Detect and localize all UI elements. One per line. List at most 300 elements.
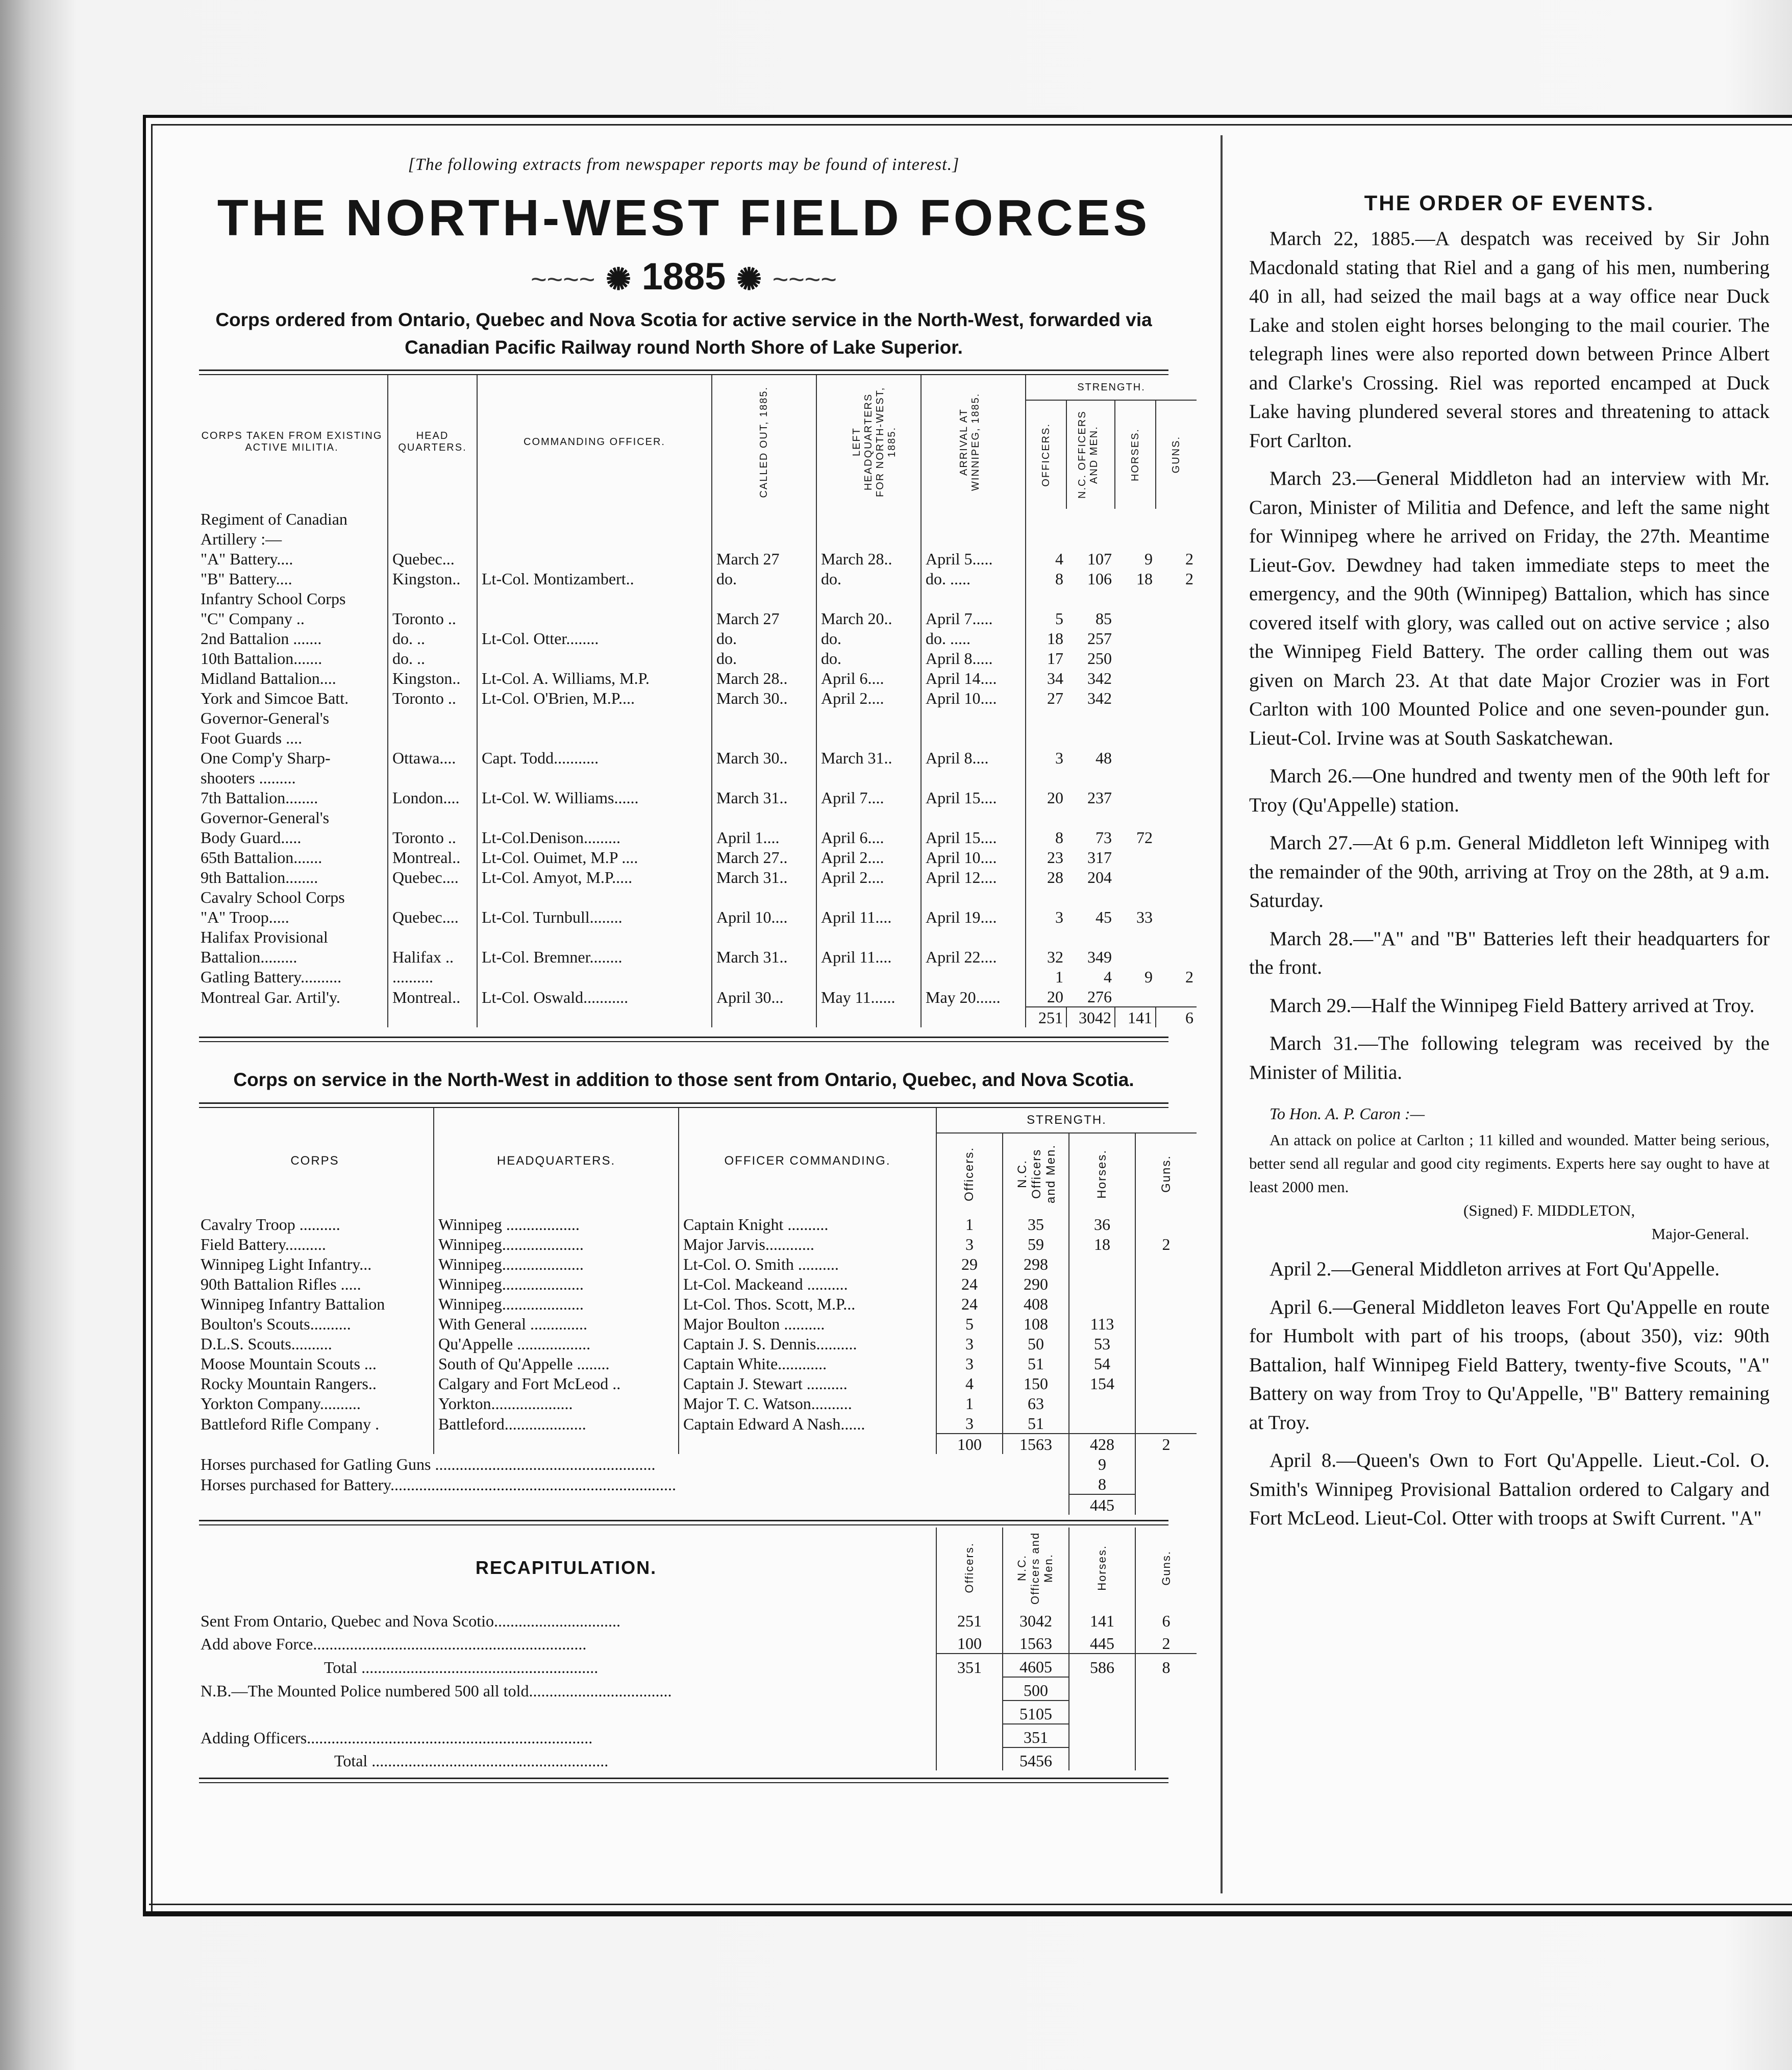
called-cell: March 30.. xyxy=(712,688,816,708)
hq-cell: Yorkton.................... xyxy=(434,1393,679,1413)
corps-cell: Battalion......... xyxy=(196,947,388,967)
nco-cell: 85 xyxy=(1096,609,1112,628)
col2-horses-header: Horses. xyxy=(1069,1133,1135,1214)
nco-cell: 204 xyxy=(1087,868,1112,886)
total-officers: 251 xyxy=(1026,1007,1066,1027)
horses-cell xyxy=(1069,1294,1135,1314)
hq-cell: Montreal.. xyxy=(388,847,477,867)
officers-cell xyxy=(1026,807,1066,827)
nco-cell: 51 xyxy=(1003,1413,1069,1434)
horses-cell xyxy=(1069,1254,1135,1274)
event-paragraph: April 2.—General Middleton arrives at Fort Qu'Appelle. xyxy=(1270,1258,1720,1280)
left-cell: May 11...... xyxy=(816,987,921,1007)
col-horses-header: HORSES. xyxy=(1115,400,1156,509)
officer-cell xyxy=(477,608,712,628)
recap-off: 351 xyxy=(936,1654,1003,1677)
arrival-cell: April 10.... xyxy=(921,688,1026,708)
event-paragraph: April 6.—General Middleton leaves Fort Qu'Appelle en route for Humbolt with part of his troops, (about 350), viz: 90th Battalion, half Winnipeg Field Battery, twenty-five Scouts, "A" Battery on way from Troy to Qu'Appelle, "B" Battery remaining at Troy. xyxy=(1249,1296,1770,1434)
corps-cell: Body Guard..... xyxy=(196,827,388,847)
left-cell: April 6.... xyxy=(816,668,921,688)
corps-cell: One Comp'y Sharp- xyxy=(196,748,388,768)
hq-cell: Winnipeg.................... xyxy=(434,1274,679,1294)
arrival-cell xyxy=(921,509,1026,529)
arrival-cell xyxy=(921,807,1026,827)
corps-cell: D.L.S. Scouts.......... xyxy=(196,1334,434,1353)
off-cell: 3 xyxy=(936,1413,1003,1434)
column-divider xyxy=(1221,135,1223,1893)
event-paragraph: March 28.—"A" and "B" Batteries left their headquarters for the front. xyxy=(1249,927,1770,978)
nco-cell: 408 xyxy=(1003,1294,1069,1314)
officer-cell xyxy=(477,648,712,668)
officers-cell: 4 xyxy=(1055,550,1063,568)
arrival-cell: do. ..... xyxy=(921,569,1026,588)
corps-cell: shooters ......... xyxy=(196,768,388,787)
officer-cell: Lt-Col. Thos. Scott, M.P... xyxy=(679,1294,936,1314)
nco-cell: 35 xyxy=(1003,1214,1069,1234)
off-cell: 3 xyxy=(936,1334,1003,1353)
table-row xyxy=(196,987,1197,1007)
officer-cell: Major Jarvis............ xyxy=(679,1234,936,1254)
corps-cell: 9th Battalion........ xyxy=(196,867,388,887)
table-row xyxy=(196,927,1197,947)
left-cell xyxy=(816,509,921,529)
nco-cell xyxy=(1066,887,1115,907)
left-cell: April 2.... xyxy=(816,867,921,887)
table-row xyxy=(196,688,1197,708)
horses-cell xyxy=(1069,1393,1135,1413)
arrival-cell xyxy=(921,728,1026,748)
blank-cell xyxy=(921,1007,1026,1027)
nco-cell: 106 xyxy=(1087,570,1112,588)
table-row xyxy=(196,827,1197,847)
table-row xyxy=(196,807,1197,827)
corps-cell: 90th Battalion Rifles ..... xyxy=(196,1274,434,1294)
hq-cell: do. .. xyxy=(388,628,477,648)
extra-horses: 9 xyxy=(1069,1454,1135,1474)
officers-cell xyxy=(1026,708,1066,728)
table-row xyxy=(196,1353,1197,1373)
called-cell: March 31.. xyxy=(712,787,816,807)
recap-off xyxy=(936,1677,1003,1701)
blank-cell xyxy=(434,1434,679,1454)
horses-cell: 18 xyxy=(1069,1234,1135,1254)
col-guns-header: GUNS. xyxy=(1171,436,1182,474)
officers-cell xyxy=(1026,768,1066,787)
left-cell: do. xyxy=(816,569,921,588)
hq-cell: Winnipeg.................... xyxy=(434,1234,679,1254)
table-row xyxy=(196,867,1197,887)
col2-officer-header: OFFICER COMMANDING. xyxy=(679,1108,936,1214)
guns-cell xyxy=(1156,907,1197,927)
recap-off xyxy=(936,1701,1003,1724)
left-flourish-icon: ~~~~ xyxy=(531,264,595,295)
horses-cell xyxy=(1115,728,1156,748)
horses-cell xyxy=(1115,768,1156,787)
recap-guns xyxy=(1135,1701,1197,1724)
table-row xyxy=(196,569,1197,588)
horses-cell: 33 xyxy=(1136,908,1153,926)
arrival-cell xyxy=(921,708,1026,728)
officer-cell: Lt-Col. A. Williams, M.P. xyxy=(477,668,712,688)
horses-cell: 53 xyxy=(1069,1334,1135,1353)
rule xyxy=(199,1102,1168,1108)
total-horses: 428 xyxy=(1069,1434,1135,1454)
extra-label: Horses purchased for Battery...................................................................... xyxy=(196,1474,1069,1494)
officer-cell: Major T. C. Watson.......... xyxy=(679,1393,936,1413)
left-cell: April 11.... xyxy=(816,907,921,927)
guns-cell xyxy=(1156,588,1197,608)
officers-cell: 5 xyxy=(1055,609,1063,628)
recap-guns: 6 xyxy=(1162,1612,1171,1630)
total-off: 100 xyxy=(936,1434,1003,1454)
officer-cell: Lt-Col.Denison......... xyxy=(477,827,712,847)
total-nco: 1563 xyxy=(1003,1434,1069,1454)
nco-cell: 317 xyxy=(1087,848,1112,867)
officer-cell xyxy=(477,549,712,569)
hq-cell: Winnipeg.................... xyxy=(434,1294,679,1314)
guns-cell xyxy=(1156,947,1197,967)
officers-cell xyxy=(1026,529,1066,549)
table-row xyxy=(196,608,1197,628)
hq-cell: South of Qu'Appelle ........ xyxy=(434,1353,679,1373)
event-paragraph: March 27.—At 6 p.m. General Middleton left Winnipeg with the remainder of the 90th, arriving at Troy on the 28th, at 9 a.m. Saturday. xyxy=(1249,832,1770,911)
arrival-cell xyxy=(921,768,1026,787)
horses-cell xyxy=(1115,867,1156,887)
hq-cell xyxy=(388,509,477,529)
hq-cell: Quebec... xyxy=(388,549,477,569)
recap-title: RECAPITULATION. xyxy=(196,1527,936,1608)
called-cell xyxy=(712,768,816,787)
left-cell xyxy=(816,708,921,728)
hq-cell: .......... xyxy=(388,967,477,987)
recap-label: Total .......................................................... xyxy=(196,1747,936,1770)
corps-cell: Halifax Provisional xyxy=(196,927,388,947)
guns-cell: 2 xyxy=(1185,968,1193,986)
guns-cell xyxy=(1156,628,1197,648)
nco-cell: 342 xyxy=(1087,689,1112,707)
event-paragraph: April 8.—Queen's Own to Fort Qu'Appelle. Lieut.-Col. O. Smith's Winnipeg Provisional Battalion ordered to Calgary and Fort McLeod. Lieut-Col. Otter with troops at Swift Current. "A" xyxy=(1249,1449,1770,1529)
guns-cell xyxy=(1156,787,1197,807)
table-row xyxy=(196,648,1197,668)
left-cell: April 7.... xyxy=(816,787,921,807)
recap-label: N.B.—The Mounted Police numbered 500 all told................................... xyxy=(196,1677,936,1701)
hq-cell: Montreal.. xyxy=(388,987,477,1007)
year: 1885 xyxy=(641,255,726,298)
guns-cell xyxy=(1156,708,1197,728)
recap-nco: 500 xyxy=(1003,1677,1069,1701)
table-row xyxy=(196,1274,1197,1294)
blank-cell xyxy=(388,1007,477,1027)
horses-cell xyxy=(1115,688,1156,708)
officer-cell: Captain Knight .......... xyxy=(679,1214,936,1234)
guns-cell xyxy=(1156,728,1197,748)
arrival-cell: do. ..... xyxy=(921,628,1026,648)
recapitulation-table xyxy=(196,1527,1197,1770)
officer-cell: Lt-Col. Amyot, M.P..... xyxy=(477,867,712,887)
horses-cell xyxy=(1115,509,1156,529)
officers-cell: 8 xyxy=(1055,828,1063,847)
called-cell: April 1.... xyxy=(712,827,816,847)
blank-cell xyxy=(196,1007,388,1027)
recap-horses: 445 xyxy=(1069,1631,1135,1654)
page-title: THE NORTH-WEST FIELD FORCES xyxy=(217,189,1151,247)
horses-cell xyxy=(1115,608,1156,628)
corps-cell: Artillery :— xyxy=(196,529,388,549)
officer-cell: Captain J. Stewart .......... xyxy=(679,1373,936,1393)
hq-cell: do. .. xyxy=(388,648,477,668)
horses-cell: 36 xyxy=(1069,1214,1135,1234)
table-row xyxy=(196,1214,1197,1234)
hq-cell: Battleford.................... xyxy=(434,1413,679,1434)
corps-cell: Field Battery.......... xyxy=(196,1234,434,1254)
corps-cell: "A" Battery.... xyxy=(196,549,388,569)
guns-cell xyxy=(1156,668,1197,688)
guns-cell xyxy=(1156,847,1197,867)
recap-nco: 3042 xyxy=(1003,1608,1069,1631)
hq-cell xyxy=(388,768,477,787)
arrival-cell: April 19.... xyxy=(921,907,1026,927)
recap-row xyxy=(196,1724,1197,1747)
arrival-cell: April 12.... xyxy=(921,867,1026,887)
called-cell: March 28.. xyxy=(712,668,816,688)
arrival-cell: April 5..... xyxy=(921,549,1026,569)
horses-cell xyxy=(1115,628,1156,648)
rule xyxy=(199,1778,1168,1783)
guns-cell xyxy=(1135,1274,1197,1294)
officers-cell: 27 xyxy=(1047,689,1063,707)
hq-cell xyxy=(388,807,477,827)
blank-cell xyxy=(196,1494,1069,1515)
horses-cell: 18 xyxy=(1136,570,1153,588)
extra-horses: 8 xyxy=(1069,1474,1135,1494)
rule xyxy=(199,1037,1168,1042)
recap-row xyxy=(196,1747,1197,1770)
left-cell xyxy=(816,529,921,549)
called-cell xyxy=(712,887,816,907)
officer-cell: Captain White............ xyxy=(679,1353,936,1373)
officer-cell xyxy=(477,768,712,787)
nco-cell xyxy=(1066,708,1115,728)
col-officers-header: OFFICERS. xyxy=(1026,400,1066,509)
recap-nco: 5105 xyxy=(1003,1701,1069,1724)
bottom-rule xyxy=(149,1904,1792,1905)
officers-cell: 20 xyxy=(1047,988,1063,1006)
hq-cell: London.... xyxy=(388,787,477,807)
recap-off xyxy=(936,1747,1003,1770)
hq-cell xyxy=(388,708,477,728)
corps-cell: Yorkton Company.......... xyxy=(196,1393,434,1413)
hq-cell xyxy=(388,529,477,549)
officer-cell: Lt-Col. O'Brien, M.P.... xyxy=(477,688,712,708)
table-row xyxy=(196,768,1197,787)
subtitle: Corps ordered from Ontario, Quebec and Nova Scotia for active service in the North-West, forwarded via Canadian Pacific Railway round North Shore of Lake Superior. xyxy=(215,309,1152,358)
nco-cell: 4 xyxy=(1104,968,1112,986)
left-cell: do. xyxy=(816,628,921,648)
telegram-signature: (Signed) F. MIDDLETON, xyxy=(1463,1201,1635,1219)
table-row xyxy=(196,728,1197,748)
table-row xyxy=(196,549,1197,569)
guns-cell xyxy=(1135,1214,1197,1234)
nco-cell xyxy=(1066,807,1115,827)
total-guns: 2 xyxy=(1135,1434,1197,1454)
col2-nco-header: N.C. Officers and Men. xyxy=(1003,1133,1069,1214)
recap-horses: 141 xyxy=(1069,1608,1135,1631)
corps-cell: 10th Battalion....... xyxy=(196,648,388,668)
officer-cell: Lt-Col. Bremner........ xyxy=(477,947,712,967)
officers-cell xyxy=(1026,588,1066,608)
recap-horses: 586 xyxy=(1069,1654,1135,1677)
horses-cell xyxy=(1115,847,1156,867)
nco-cell xyxy=(1066,529,1115,549)
corps-cell: Winnipeg Infantry Battalion xyxy=(196,1294,434,1314)
hq-cell: Calgary and Fort McLeod .. xyxy=(434,1373,679,1393)
guns-cell xyxy=(1135,1413,1197,1434)
corps-cell: York and Simcoe Batt. xyxy=(196,688,388,708)
corps-cell: 2nd Battalion ....... xyxy=(196,628,388,648)
arrival-cell xyxy=(921,887,1026,907)
arrival-cell: April 22.... xyxy=(921,947,1026,967)
corps-cell: Infantry School Corps xyxy=(196,588,388,608)
recap-label: Add above Force................................................................... xyxy=(196,1631,936,1654)
horses-cell xyxy=(1115,947,1156,967)
table-row xyxy=(196,529,1197,549)
left-cell xyxy=(816,967,921,987)
guns-cell xyxy=(1156,688,1197,708)
called-cell: March 27 xyxy=(712,608,816,628)
left-cell: April 2.... xyxy=(816,688,921,708)
corps-cell: 7th Battalion........ xyxy=(196,787,388,807)
officer-cell xyxy=(477,509,712,529)
arrival-cell: April 15.... xyxy=(921,787,1026,807)
officer-cell xyxy=(477,728,712,748)
right-flourish-icon: ~~~~ xyxy=(772,264,837,295)
rule xyxy=(199,369,1168,375)
hq-cell: Kingston.. xyxy=(388,569,477,588)
horses-total-row xyxy=(196,1494,1197,1515)
called-cell: April 10.... xyxy=(712,907,816,927)
hq-cell: Toronto .. xyxy=(388,827,477,847)
corps-cell: Rocky Mountain Rangers.. xyxy=(196,1373,434,1393)
blank-cell xyxy=(1135,1454,1197,1474)
nco-cell xyxy=(1066,509,1115,529)
recap-guns xyxy=(1135,1724,1197,1747)
star-ornament-icon: ✺ xyxy=(736,262,762,297)
table-row xyxy=(196,1294,1197,1314)
horses-cell xyxy=(1115,708,1156,728)
nco-cell: 63 xyxy=(1003,1393,1069,1413)
col-left-header: LEFT HEADQUARTERS FOR NORTH-WEST, 1885. xyxy=(816,375,921,509)
recap-nco: 4605 xyxy=(1003,1654,1069,1677)
officer-cell xyxy=(477,708,712,728)
telegram-rank: Major-General. xyxy=(1651,1225,1749,1243)
corps-cell: "C" Company .. xyxy=(196,608,388,628)
left-cell xyxy=(816,887,921,907)
recap-row xyxy=(196,1677,1197,1701)
horses-cell xyxy=(1069,1413,1135,1434)
col2-officers-header: Officers. xyxy=(936,1133,1003,1214)
officer-cell: Major Boulton .......... xyxy=(679,1314,936,1334)
arrival-cell: April 15.... xyxy=(921,827,1026,847)
nco-cell xyxy=(1066,768,1115,787)
called-cell: March 27 xyxy=(712,549,816,569)
horses-cell xyxy=(1115,987,1156,1007)
arrival-cell xyxy=(921,927,1026,947)
corps-cell: Moose Mountain Scouts ... xyxy=(196,1353,434,1373)
officer-cell: Capt. Todd........... xyxy=(477,748,712,768)
table-row xyxy=(196,588,1197,608)
called-cell xyxy=(712,967,816,987)
total-row xyxy=(196,1007,1197,1027)
horses-cell: 154 xyxy=(1069,1373,1135,1393)
table-row xyxy=(196,1314,1197,1334)
right-column xyxy=(1249,134,1770,1533)
horses-cell: 54 xyxy=(1069,1353,1135,1373)
hq-cell: Halifax .. xyxy=(388,947,477,967)
nco-cell: 250 xyxy=(1087,649,1112,668)
corps-cell: Winnipeg Light Infantry... xyxy=(196,1254,434,1274)
recap-horses xyxy=(1069,1747,1135,1770)
guns-cell xyxy=(1156,509,1197,529)
hq-cell xyxy=(388,887,477,907)
left-cell xyxy=(816,927,921,947)
arrival-cell: April 8..... xyxy=(921,648,1026,668)
table-row xyxy=(196,1373,1197,1393)
table-row xyxy=(196,1234,1197,1254)
left-cell: do. xyxy=(816,648,921,668)
event-paragraph: March 29.—Half the Winnipeg Field Battery arrived at Troy. xyxy=(1270,994,1755,1017)
horses-purchased-row xyxy=(196,1454,1197,1474)
nco-cell: 108 xyxy=(1003,1314,1069,1334)
corps-cell: Boulton's Scouts.......... xyxy=(196,1314,434,1334)
corps-table-northwest xyxy=(196,1108,1197,1515)
guns-cell xyxy=(1156,887,1197,907)
off-cell: 29 xyxy=(936,1254,1003,1274)
guns-cell xyxy=(1135,1393,1197,1413)
horses-cell xyxy=(1115,648,1156,668)
nco-cell: 298 xyxy=(1003,1254,1069,1274)
left-cell: April 6.... xyxy=(816,827,921,847)
corps-cell: Regiment of Canadian xyxy=(196,509,388,529)
event-paragraph: March 26.—One hundred and twenty men of the 90th left for Troy (Qu'Appelle) station. xyxy=(1249,765,1770,816)
total-horses: 141 xyxy=(1115,1007,1156,1027)
total-nco: 3042 xyxy=(1066,1007,1115,1027)
table-row xyxy=(196,947,1197,967)
nco-cell: 51 xyxy=(1003,1353,1069,1373)
horses-cell xyxy=(1115,887,1156,907)
officer-cell: Lt-Col. Otter........ xyxy=(477,628,712,648)
recap-off: 251 xyxy=(936,1608,1003,1631)
rule xyxy=(199,1520,1168,1525)
recap-guns: 2 xyxy=(1162,1634,1171,1653)
bottom-rule-thick xyxy=(143,1911,1792,1916)
recap-label: Sent From Ontario, Quebec and Nova Scotio............................... xyxy=(196,1608,936,1631)
horses-cell xyxy=(1115,668,1156,688)
horses-cell xyxy=(1115,787,1156,807)
officers-cell: 28 xyxy=(1047,868,1063,886)
horses-cell xyxy=(1115,748,1156,768)
blank-cell xyxy=(712,1007,816,1027)
horses-purchased-row xyxy=(196,1474,1197,1494)
guns-cell: 2 xyxy=(1162,1235,1171,1253)
telegram-recipient: To Hon. A. P. Caron :— xyxy=(1270,1104,1425,1123)
guns-cell xyxy=(1135,1254,1197,1274)
guns-cell xyxy=(1156,608,1197,628)
total-row xyxy=(196,1434,1197,1454)
nco-cell: 290 xyxy=(1003,1274,1069,1294)
called-cell xyxy=(712,927,816,947)
col2-guns-header: Guns. xyxy=(1159,1154,1173,1193)
event-paragraph: March 22, 1885.—A despatch was received by Sir John Macdonald stating that Riel and a gang of his men, numbering 40 in all, had seized the mail bags at a way office near Duck Lake and stolen eight horses belonging to the mail courier. The telegraph lines were also reported down between Prince Albert and Clarke's Crossing. Riel was reported encamped at Duck Lake having plundered several stores and threatening to attack Fort Carlton. xyxy=(1249,228,1770,452)
